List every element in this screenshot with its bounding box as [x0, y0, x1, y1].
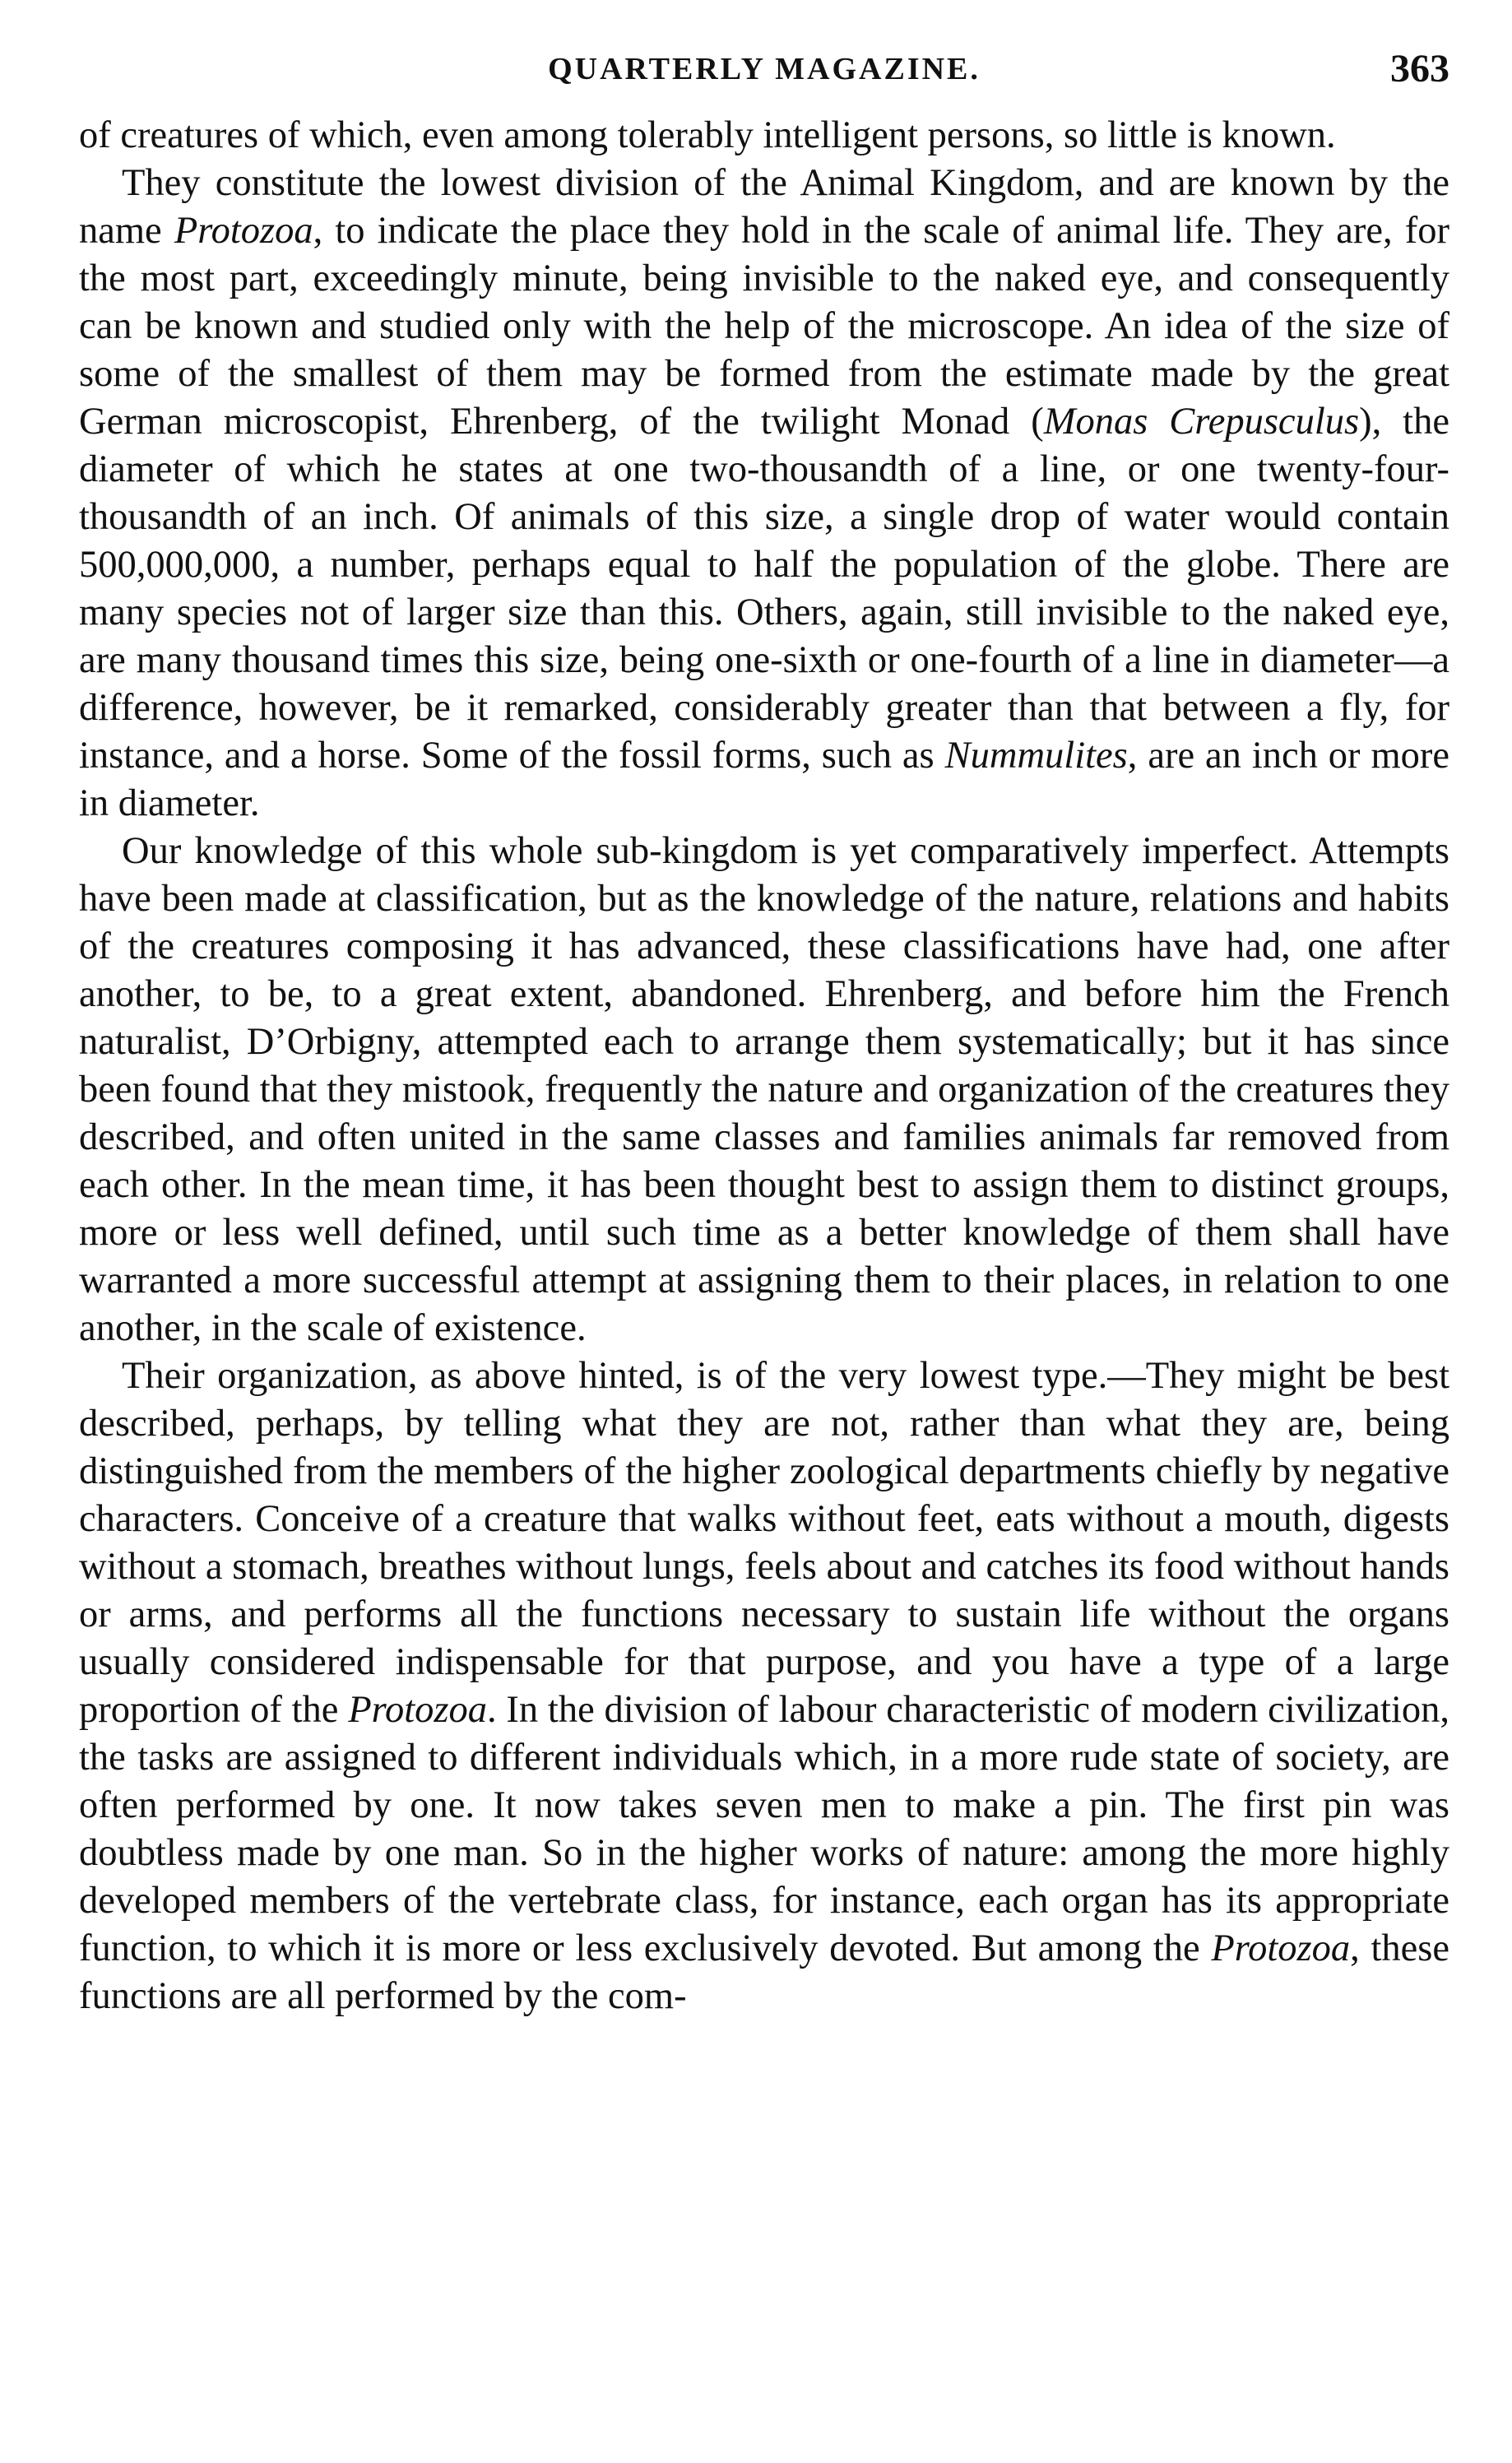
italic-term: Monas Crepusculus: [1043, 401, 1360, 443]
running-title: QUARTERLY MAGAZINE.: [548, 52, 981, 86]
italic-term: Protozoa: [174, 210, 313, 252]
book-page: [79, 46, 1449, 2432]
paragraph-classification: [79, 828, 1449, 1352]
italic-term: Nummulites: [944, 735, 1128, 777]
text-run: . In the division of labour characteristic of modern civilization, the tasks are assigned to different individuals which, in a more rude state of society, are often performed by one. It now takes seven men to make a pin. The first pin was doubtless made by one man. So in the higher works of nature: among the more highly developed members of the vertebrate class, for instance, each organ has its appropriate function, to which it is more or less exclusively devoted. But among the: [79, 1689, 1449, 1969]
paragraph-organization: [79, 1352, 1449, 2020]
text-run: of creatures of which, even among tolerably intelligent persons, so little is known.: [79, 114, 1336, 156]
body-text: [79, 112, 1449, 2020]
page-number: 363: [1390, 47, 1449, 90]
running-head: [79, 46, 1449, 112]
paragraph-continuation: [79, 112, 1449, 160]
text-run: , to indicate the place they hold in the scale of animal life. They are, for the most part, exceedingly minute, being invisible to the naked eye, and consequently can be known and studied only with the help of the microscope. An idea of the size of some of the smallest of them may be formed from the estimate made by the great German microscopist, Ehrenberg, of the twilight Monad (: [79, 210, 1449, 443]
text-run: Our knowledge of this whole sub-kingdom is yet comparatively imperfect. Attempts have been made at classification, but as the knowledge of the nature, relations and habits of the creatures composing it has advanced, these classifications have had, one after another, to be, to a great extent, abandoned. Ehrenberg, and before him the French naturalist, D’Orbigny, attempted each to arrange them systematically; but it has since been found that they mistook, frequently the nature and organization of the creatures they described, and often united in the same classes and families animals far removed from each other. In the mean time, it has been thought best to assign them to distinct groups, more or less well defined, until such time as a better knowledge of them shall have warranted a more successful attempt at assigning them to their places, in relation to one another, in the scale of existence.: [79, 830, 1449, 1349]
text-run: They constitute the lowest division of the Animal Kingdom, and are known by the name: [79, 162, 1449, 252]
text-run: , are an inch or more in diameter.: [79, 735, 1450, 824]
text-run: , these functions are all performed by the com-: [79, 1927, 1449, 2017]
italic-term: Protozoa: [348, 1689, 487, 1731]
paragraph-protozoa-intro: [79, 160, 1449, 828]
text-run: Their organization, as above hinted, is of the very lowest type.—They might be best described, perhaps, by telling what they are not, rather than what they are, being distinguished from the members of the higher zoological departments chiefly by negative characters. Conceive of a creature that walks without feet, eats without a mouth, digests without a stomach, breathes without lungs, feels about and catches its food without hands or arms, and performs all the functions necessary to sustain life without the organs usually considered indispensable for that purpose, and you have a type of a large proportion of the: [79, 1355, 1449, 1731]
italic-term: Protozoa: [1211, 1927, 1351, 1969]
text-run: ), the diameter of which he states at one two-thousandth of a line, or one twenty-four-thousandth of an inch. Of animals of this size, a single drop of water would contain 500,000,000, a number, perhaps equal to half the population of the globe. There are many species not of larger size than this. Others, again, still invisible to the naked eye, are many thousand times this size, being one-sixth or one-fourth of a line in diameter—a difference, however, be it remarked, considerably greater than that between a fly, for instance, and a horse. Some of the fossil forms, such as: [79, 401, 1449, 777]
